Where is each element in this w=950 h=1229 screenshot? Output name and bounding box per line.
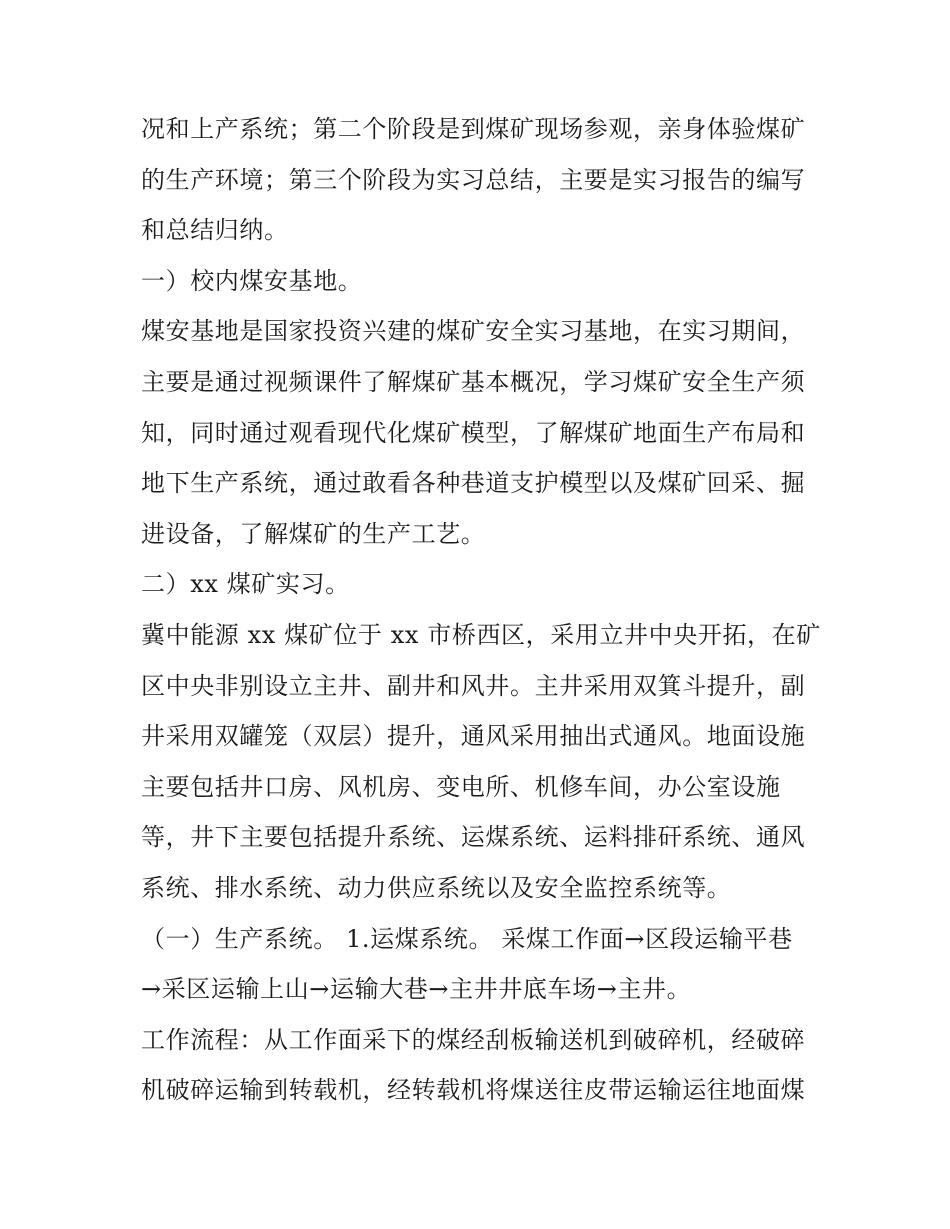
text-line: 进设备，了解煤矿的生产工艺。 [141, 520, 486, 548]
section-heading: 二）xx 煤矿实习。 [141, 570, 350, 598]
section-heading: 一）校内煤安基地。 [141, 267, 363, 295]
text-line: 冀中能源 xx 煤矿位于 xx 市桥西区，采用立井中央开拓，在矿 [141, 621, 821, 649]
text-line: 等，井下主要包括提升系统、运煤系统、运料排矸系统、通风 [141, 823, 806, 851]
text-line: 煤安基地是国家投资兴建的煤矿安全实习基地，在实习期间， [141, 317, 806, 345]
text-line: 机破碎运输到转载机，经转载机将煤送往皮带运输运往地面煤 [141, 1076, 806, 1104]
section-heading: （一）生产系统。 1.运煤系统。 采煤工作面→区段运输平巷 [141, 925, 793, 953]
text-line: 主要是通过视频课件了解煤矿基本概况，学习煤矿安全生产须 [141, 368, 806, 396]
text-line: 况和上产系统；第二个阶段是到煤矿现场参观，亲身体验煤矿 [141, 115, 806, 143]
text-line: 的生产环境；第三个阶段为实习总结，主要是实习报告的编写 [141, 166, 806, 194]
text-line: →采区运输上山→运输大巷→主井井底车场→主井。 [141, 975, 692, 1003]
text-line: 系统、排水系统、动力供应系统以及安全监控系统等。 [141, 874, 732, 902]
text-line: 工作流程：从工作面采下的煤经刮板输送机到破碎机，经破碎 [141, 1026, 806, 1054]
text-line: 主要包括井口房、风机房、变电所、机修车间，办公室设施 [141, 773, 781, 801]
text-line: 知，同时通过观看现代化煤矿模型，了解煤矿地面生产布局和 [141, 419, 806, 447]
text-line: 井采用双罐笼（双层）提升，通风采用抽出式通风。地面设施 [141, 722, 806, 750]
text-line: 地下生产系统，通过敢看各种巷道支护模型以及煤矿回采、掘 [141, 469, 806, 497]
text-line: 和总结归纳。 [141, 216, 289, 244]
text-line: 区中央非别设立主井、副井和风井。主井采用双箕斗提升，副 [141, 672, 806, 700]
